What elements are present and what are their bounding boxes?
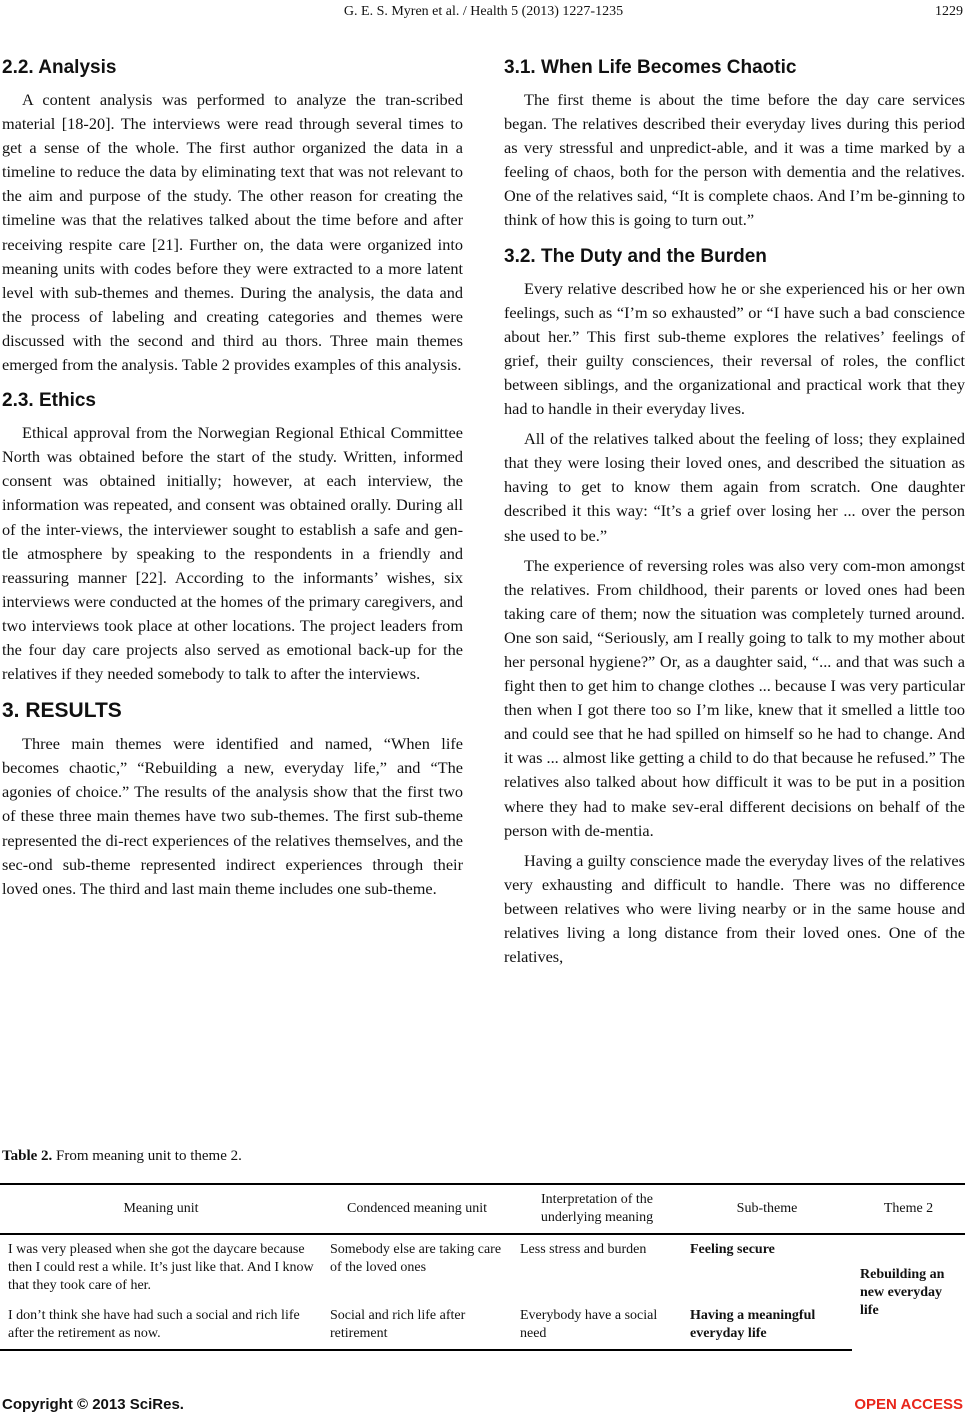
- footer-open-access: OPEN ACCESS: [854, 1396, 963, 1413]
- table-header-row: [0, 1184, 965, 1234]
- table-cell-interpretation: Everybody have a social need: [512, 1301, 682, 1350]
- paragraph: Having a guilty conscience made the everyday lives of the relatives very exhausting and difficult to handle. There was no difference between relatives who were living nearby or in the same house and relatives living a long distance from their loved ones. One of the relatives,: [504, 850, 965, 967]
- table-caption-text: From meaning unit to theme 2.: [52, 1148, 242, 1164]
- table-header-cell: Theme 2: [852, 1184, 965, 1234]
- right-column: [504, 52, 965, 969]
- section-heading-results: 3. RESULTS: [2, 699, 122, 723]
- table-header-cell: Sub-theme: [682, 1184, 852, 1234]
- paragraph: Every relative described how he or she experienced his or her own feelings, such as “I’m so exhausted” or “I have such a bad conscience about her.” This first sub-theme explores the relatives’ feelings of grief, their guilty consciences, their reversal of roles, the conflict between siblings, and the organizational and practical work that they had to handle in their everyday lives.: [504, 278, 965, 419]
- table-header-cell: Interpretation of the underlying meaning: [512, 1184, 682, 1234]
- section-heading-ethics: 2.3. Ethics: [2, 390, 96, 412]
- left-column: [2, 52, 463, 901]
- table-cell-condensed: Social and rich life after retirement: [322, 1301, 512, 1350]
- section-heading-chaotic: 3.1. When Life Becomes Chaotic: [504, 57, 797, 78]
- table-header-cell: Meaning unit: [0, 1184, 322, 1234]
- footer-copyright: Copyright © 2013 SciRes.: [2, 1396, 184, 1413]
- table-cell-theme: Rebuilding an new everyday life: [860, 1266, 945, 1318]
- paragraph: A content analysis was performed to analyze the tran-scribed material [18-20]. The interviews were read through several times to get a sense of the whole. The first author organized the data in a timeline to reduce the data by eliminating text that was not relevant to the aim and purpose of the study. The other reason for creating the timeline was that the relatives talked about the time before and after receiving respite care [21]. Further on, the data were organized into meaning units with codes before they were extracted to a more latent level with sub-themes and themes. During the analysis, the data and the process of labeling and creating categories and themes were discussed with the second and third au thors. Three main themes emerged from the analysis. Table 2 provides examples of this analysis.: [2, 90, 463, 375]
- table-cell-sub-theme: Feeling secure: [690, 1242, 775, 1257]
- table-cell-interpretation: Less stress and burden: [520, 1242, 647, 1257]
- running-head: G. E. S. Myren et al. / Health 5 (2013) 1227-1235: [343, 4, 624, 19]
- table-caption-label: Table 2.: [2, 1148, 53, 1164]
- table-cell-meaning-unit: I was very pleased when she got the daycare because then I could rest a while. It’s just like that. And I know that they took care of her.: [8, 1242, 314, 1293]
- section-heading-duty: 3.2. The Duty and the Burden: [504, 245, 767, 267]
- page-number: 1229: [935, 4, 963, 19]
- table-caption: [2, 1148, 242, 1165]
- table-cell-sub-theme: Having a meaningful everyday life: [682, 1301, 852, 1350]
- paragraph: The experience of reversing roles was also very com-mon amongst the relatives. From childhood, their parents or loved ones had been taking care of them; now the situation was completely turned around. One son said, “Seriously, am I really going to talk to my mother about her personal hygiene?” Or, as a daughter said, “... and that was such a fight then to get him to change clothes ... because I was very particular then when I got there too so I’m like, knew that it smelled a little too and could see that he had spilled on himself so he had to change. And it was ... almost like getting a child to do that because he refused.” The relatives also talked about how difficult it was to be put in a position where they had to make sev-eral different decisions on behalf of the person with de-mentia.: [504, 555, 965, 840]
- section-heading-analysis: 2.2. Analysis: [2, 57, 117, 78]
- table-row: [0, 1234, 965, 1301]
- table-cell-meaning-unit: I don’t think she have had such a social and rich life after the retirement as now.: [0, 1301, 322, 1350]
- paragraph: Ethical approval from the Norwegian Regional Ethical Committee North was obtained before the start of the study. Written, informed consent was obtained initially; however, at each interview, the information was repeated, and consent was obtained orally. During all of the inter-views, the interviewer sought to establish a safe and gen-tle atmosphere by speaking to the respondents in a friendly and reassuring manner [22]. According to the informants’ wishes, six interviews were conducted at the homes of the primary caregivers, and two interviews took place at other locations. The project leaders from the four day care projects also served as emotional back-up for the relatives if they needed somebody to talk to after the interviews.: [2, 423, 463, 684]
- paragraph: Three main themes were identified and named, “When life becomes chaotic,” “Rebuilding a new, everyday life,” and “The agonies of choice.” The results of the analysis show that the first two of these three main themes have two sub-themes. The first sub-theme represented the di-rect experiences of the relatives themselves, and the sec-ond sub-theme represented indirect experiences through their loved ones. The third and last main theme includes one sub-theme.: [2, 734, 463, 898]
- paragraph: All of the relatives talked about the feeling of loss; they explained that they were losing their loved ones, and described the situation as having to get to know them again from scratch. One daughter described it this way: “It’s a grief over losing her ... over the person she used to be.”: [504, 429, 965, 545]
- paragraph: The first theme is about the time before the day care services began. The relatives described their everyday lives during this period as very stressful and unpredict-able, and it was a time marked by a feeling of chaos, both for the person with dementia and the relatives. One of the relatives said, “It is complete chaos. And I’m be-ginning to think of how this is going to turn out.”: [504, 90, 965, 230]
- table-row: [0, 1301, 965, 1350]
- data-table: [0, 1183, 965, 1351]
- table-header-cell: Condenced meaning unit: [322, 1184, 512, 1234]
- table-cell-condensed: Somebody else are taking care of the loved ones: [330, 1242, 502, 1275]
